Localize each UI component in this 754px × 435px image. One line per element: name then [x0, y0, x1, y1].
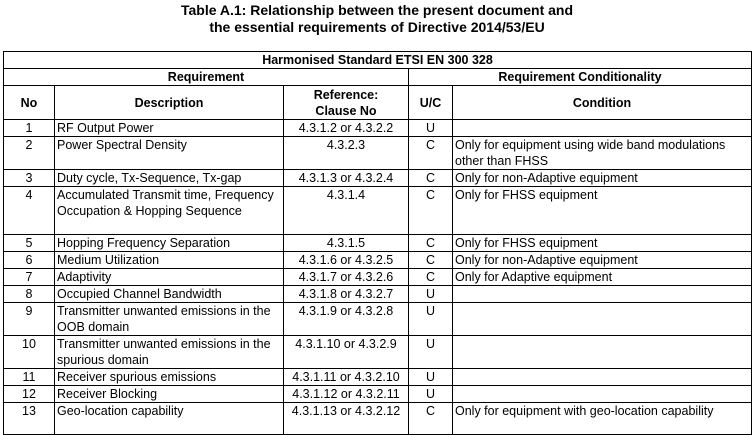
row-uc: C — [409, 187, 453, 235]
row-condition — [453, 303, 752, 336]
row-no: 1 — [4, 120, 55, 137]
row-condition: Only for FHSS equipment — [453, 235, 752, 252]
row-no: 12 — [4, 386, 55, 403]
caption-line-1: Table A.1: Relationship between the present document and — [180, 2, 574, 18]
row-condition — [453, 386, 752, 403]
row-no: 3 — [4, 170, 55, 187]
row-reference: 4.3.1.8 or 4.3.2.7 — [284, 286, 409, 303]
row-no: 11 — [4, 369, 55, 386]
row-description: Receiver spurious emissions — [55, 369, 284, 386]
row-condition: Only for non-Adaptive equipment — [453, 252, 752, 269]
row-description: RF Output Power — [55, 120, 284, 137]
table-row — [4, 187, 752, 235]
row-condition — [453, 286, 752, 303]
row-uc: C — [409, 137, 453, 170]
row-description: Receiver Blocking — [55, 386, 284, 403]
table-row — [4, 269, 752, 286]
row-reference: 4.3.1.4 — [284, 187, 409, 235]
row-reference: 4.3.1.6 or 4.3.2.5 — [284, 252, 409, 269]
row-reference: 4.3.1.3 or 4.3.2.4 — [284, 170, 409, 187]
row-reference: 4.3.1.13 or 4.3.2.12 — [284, 403, 409, 435]
table-row — [4, 235, 752, 252]
row-description: Medium Utilization — [55, 252, 284, 269]
row-uc: C — [409, 170, 453, 187]
row-no: 2 — [4, 137, 55, 170]
col-header-reference — [284, 86, 409, 120]
row-uc: U — [409, 303, 453, 336]
col-header-reference-line-2: Clause No — [315, 103, 377, 118]
row-description: Power Spectral Density — [55, 137, 284, 170]
row-no: 10 — [4, 336, 55, 369]
table-body — [4, 120, 752, 435]
row-reference: 4.3.1.12 or 4.3.2.11 — [284, 386, 409, 403]
col-header-no: No — [4, 86, 55, 120]
table-row — [4, 252, 752, 269]
caption-line-2: the essential requirements of Directive 2014/53/EU — [209, 19, 545, 35]
row-description: Duty cycle, Tx-Sequence, Tx-gap — [55, 170, 284, 187]
requirements-table — [3, 51, 752, 435]
standard-header: Harmonised Standard ETSI EN 300 328 — [4, 52, 752, 69]
row-reference: 4.3.1.11 or 4.3.2.10 — [284, 369, 409, 386]
row-condition: Only for equipment with geo-location capability — [453, 403, 752, 435]
row-description: Hopping Frequency Separation — [55, 235, 284, 252]
row-uc: C — [409, 403, 453, 435]
row-description: Geo-location capability — [55, 403, 284, 435]
col-header-reference-line-1: Reference: — [313, 87, 379, 102]
row-condition: Only for Adaptive equipment — [453, 269, 752, 286]
row-condition: Only for non-Adaptive equipment — [453, 170, 752, 187]
row-description: Adaptivity — [55, 269, 284, 286]
requirement-group-header: Requirement — [4, 69, 409, 86]
row-uc: C — [409, 269, 453, 286]
row-uc: U — [409, 369, 453, 386]
row-condition — [453, 336, 752, 369]
table-row — [4, 369, 752, 386]
row-reference: 4.3.1.5 — [284, 235, 409, 252]
row-uc: C — [409, 235, 453, 252]
table-row — [4, 303, 752, 336]
row-no: 9 — [4, 303, 55, 336]
row-description: Transmitter unwanted emissions in the OOB domain — [55, 303, 284, 336]
row-condition: Only for equipment using wide band modulations other than FHSS — [453, 137, 752, 170]
table-row — [4, 286, 752, 303]
table-row — [4, 170, 752, 187]
col-header-uc: U/C — [409, 86, 453, 120]
table-row — [4, 386, 752, 403]
row-condition — [453, 120, 752, 137]
row-description: Occupied Channel Bandwidth — [55, 286, 284, 303]
row-condition — [453, 369, 752, 386]
col-header-condition: Condition — [453, 86, 752, 120]
table-row — [4, 336, 752, 369]
row-no: 7 — [4, 269, 55, 286]
table-row — [4, 120, 752, 137]
row-reference: 4.3.1.7 or 4.3.2.6 — [284, 269, 409, 286]
table-caption — [0, 2, 754, 36]
row-reference: 4.3.1.9 or 4.3.2.8 — [284, 303, 409, 336]
row-uc: C — [409, 252, 453, 269]
row-condition: Only for FHSS equipment — [453, 187, 752, 235]
row-reference: 4.3.2.3 — [284, 137, 409, 170]
row-no: 8 — [4, 286, 55, 303]
table-row — [4, 137, 752, 170]
row-no: 4 — [4, 187, 55, 235]
row-no: 6 — [4, 252, 55, 269]
row-description: Transmitter unwanted emissions in the spurious domain — [55, 336, 284, 369]
row-no: 13 — [4, 403, 55, 435]
col-header-description: Description — [55, 86, 284, 120]
conditionality-group-header: Requirement Conditionality — [409, 69, 752, 86]
row-uc: U — [409, 120, 453, 137]
row-reference: 4.3.1.2 or 4.3.2.2 — [284, 120, 409, 137]
row-uc: U — [409, 386, 453, 403]
row-uc: U — [409, 286, 453, 303]
row-description: Accumulated Transmit time, Frequency Occupation & Hopping Sequence — [55, 187, 284, 235]
row-uc: U — [409, 336, 453, 369]
row-reference: 4.3.1.10 or 4.3.2.9 — [284, 336, 409, 369]
row-no: 5 — [4, 235, 55, 252]
